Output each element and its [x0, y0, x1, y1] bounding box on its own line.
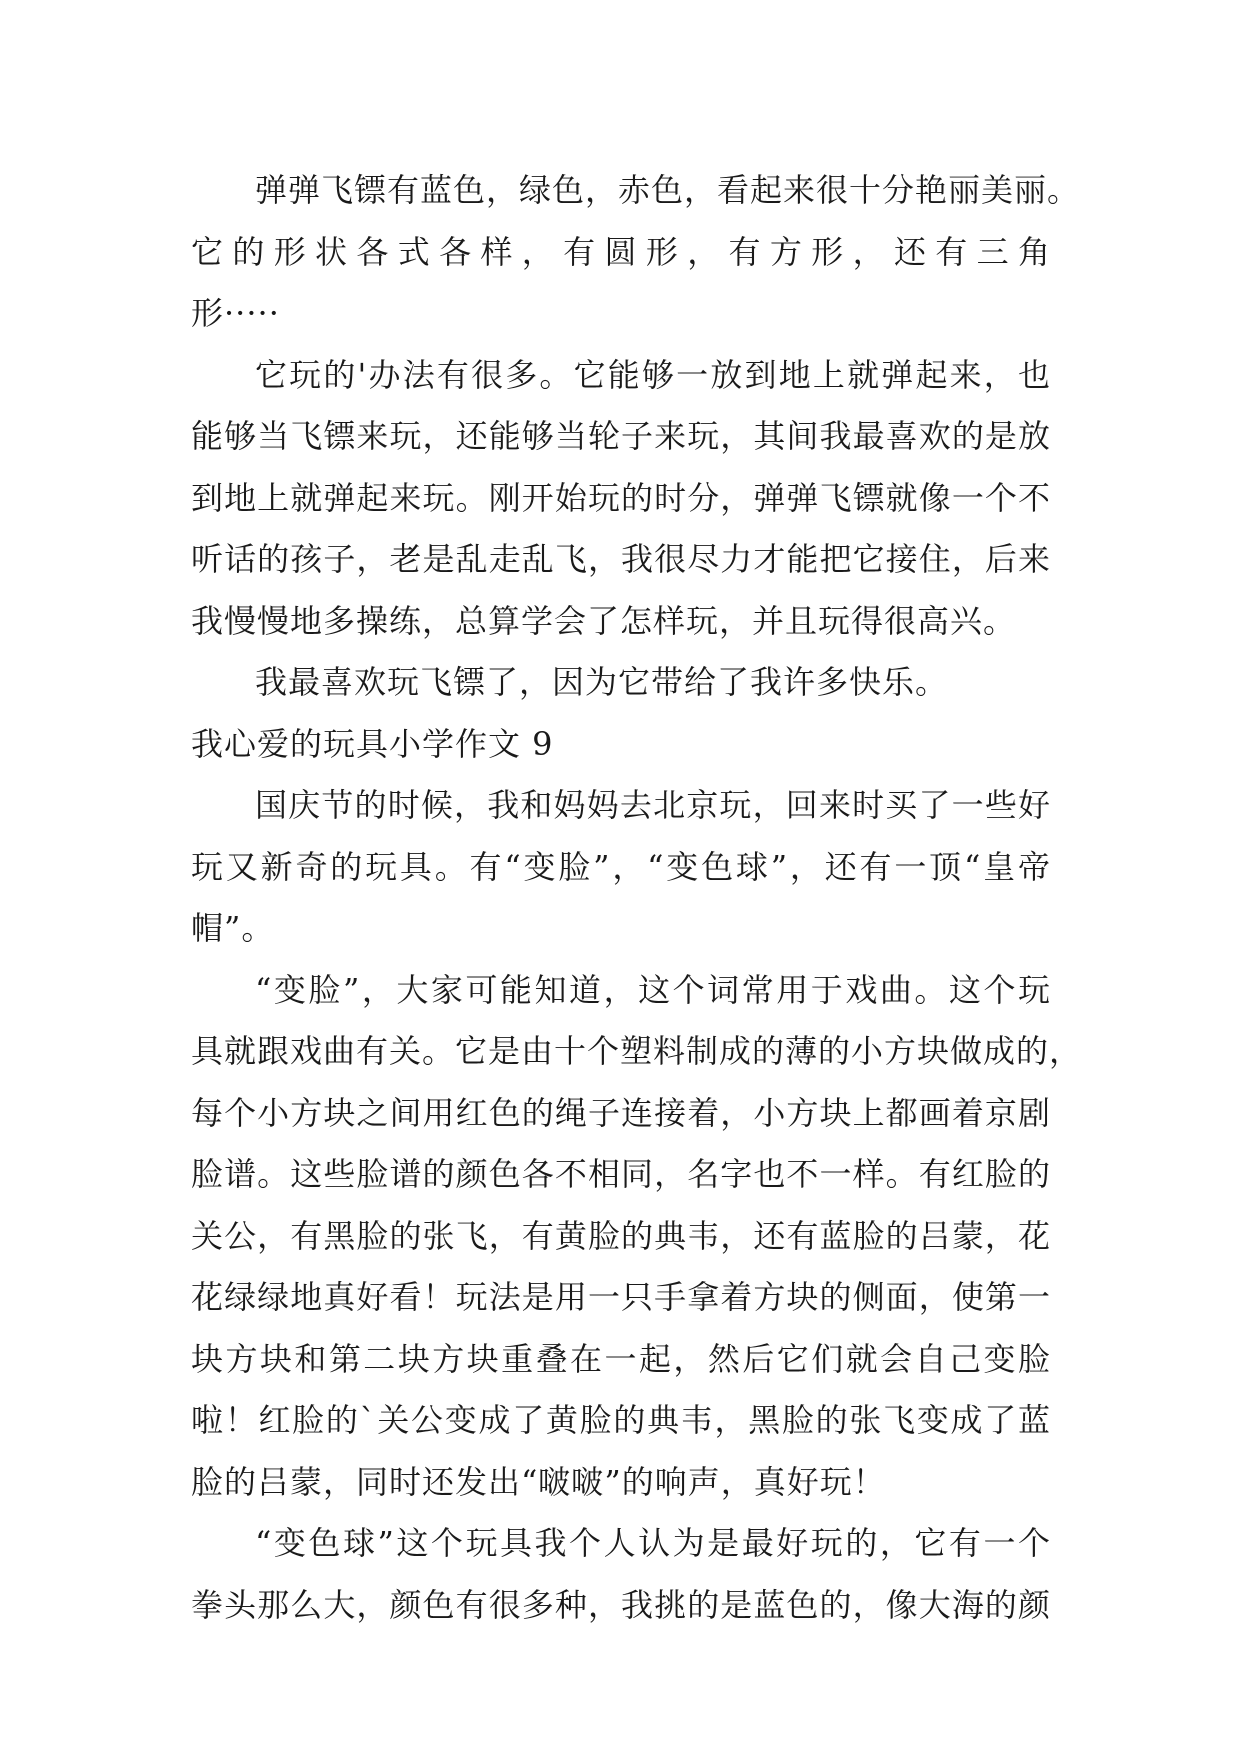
paragraph — [191, 345, 1051, 653]
text-line: 拳头那么大，颜色有很多种，我挑的是蓝色的，像大海的颜 — [191, 1585, 1051, 1624]
paragraph — [191, 160, 1081, 345]
text-line: 弹弹飞镖有蓝色，绿色，赤色，看起来很十分艳丽美丽。 — [255, 171, 1081, 209]
text-line: 它的形状各式各样，有圆形，有方形，还有三角 — [191, 232, 1051, 271]
text-line: 关公，有黑脸的张飞，有黄脸的典韦，还有蓝脸的吕蒙，花 — [191, 1216, 1051, 1255]
text-line: 它玩的'办法有很多。它能够一放到地上就弹起来，也 — [255, 355, 1051, 394]
text-line: 脸谱。这些脸谱的颜色各不相同，名字也不一样。有红脸的 — [191, 1155, 1051, 1193]
text-line: 听话的孩子，老是乱走乱飞，我很尽力才能把它接住，后来 — [191, 540, 1051, 578]
text-line: 啦！红脸的`关公变成了黄脸的典韦，黑脸的张飞变成了蓝 — [191, 1401, 1051, 1439]
text-line: 玩又新奇的玩具。有“变脸”，“变色球”，还有一顶“皇帝 — [191, 847, 1051, 886]
heading-text: 我心爱的玩具小学作文 9 — [191, 724, 554, 763]
text-line: 花绿绿地真好看！玩法是用一只手拿着方块的侧面，使第一 — [191, 1278, 1051, 1316]
section-heading — [191, 714, 1051, 776]
text-line: 具就跟戏曲有关。它是由十个塑料制成的薄的小方块做成的， — [191, 1032, 1083, 1070]
document-body — [191, 160, 1083, 1636]
text-line: “变色球”这个玩具我个人认为是最好玩的，它有一个 — [255, 1524, 1051, 1562]
text-line: 我最喜欢玩飞镖了，因为它带给了我许多快乐。 — [255, 663, 949, 701]
paragraph — [191, 1513, 1051, 1636]
text-line: 国庆节的时候，我和妈妈去北京玩，回来时买了一些好 — [255, 786, 1051, 824]
text-line: 能够当飞镖来玩，还能够当轮子来玩，其间我最喜欢的是放 — [191, 417, 1051, 455]
text-line: 到地上就弹起来玩。刚开始玩的时分，弹弹飞镖就像一个不 — [191, 478, 1051, 517]
text-line: 脸的吕蒙，同时还发出“啵啵”的响声，真好玩！ — [191, 1462, 886, 1501]
text-line: 我慢慢地多操练，总算学会了怎样玩，并且玩得很高兴。 — [191, 601, 1017, 640]
text-line: 形····· — [191, 294, 280, 332]
text-line: 帽”。 — [191, 909, 275, 947]
paragraph — [191, 652, 1051, 714]
paragraph — [191, 775, 1051, 960]
text-line: 每个小方块之间用红色的绳子连接着，小方块上都画着京剧 — [191, 1093, 1051, 1132]
text-line: 块方块和第二块方块重叠在一起，然后它们就会自己变脸 — [191, 1339, 1051, 1378]
paragraph — [191, 960, 1083, 1514]
text-line: “变脸”，大家可能知道，这个词常用于戏曲。这个玩 — [255, 970, 1051, 1009]
